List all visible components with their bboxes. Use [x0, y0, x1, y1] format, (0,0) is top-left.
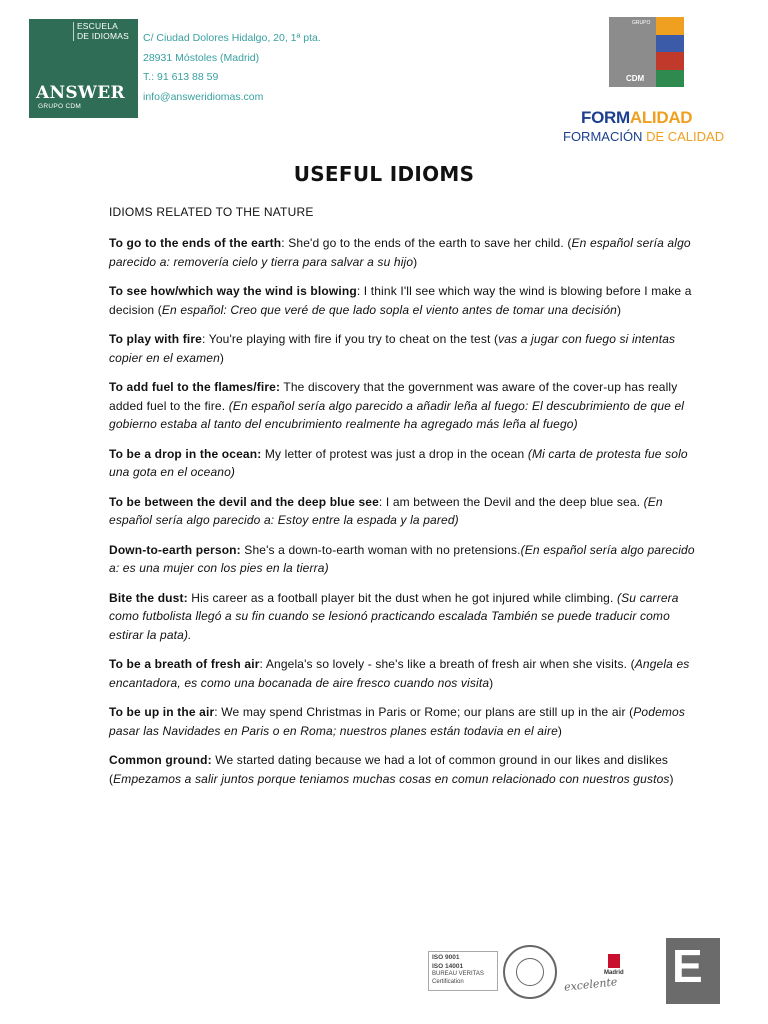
- idiom-close: ): [489, 675, 494, 690]
- idiom-entry: [109, 751, 699, 788]
- idiom-spanish: Angela es encantadora, es como una bocanada de aire fresco cuando nos visita: [109, 657, 690, 690]
- logo-name: ANSWER: [36, 83, 125, 103]
- contact-address: C/ Ciudad Dolores Hidalgo, 20, 1ª pta.: [143, 32, 321, 44]
- cdm-color-bar: [656, 70, 684, 88]
- formacion-tagline: [563, 129, 724, 144]
- idiom-example: His career as a football player bit the dust when he got injured while climbing.: [187, 590, 617, 605]
- idiom-entry: [109, 378, 699, 434]
- efqm-letter: E: [672, 940, 703, 992]
- idiom-term: To go to the ends of the earth: [109, 236, 282, 250]
- idiom-term: Common ground:: [109, 753, 212, 767]
- idiom-term: Bite the dust:: [109, 590, 188, 605]
- idiom-close: ): [413, 254, 418, 269]
- cdm-color-bar: [656, 52, 684, 70]
- iso-line: ISO 9001: [432, 954, 460, 961]
- iso-line: BUREAU VERITAS: [432, 971, 484, 977]
- idiom-term: To be a breath of fresh air: [109, 657, 260, 671]
- formacion-part2: DE CALIDAD: [646, 129, 725, 144]
- document-title: USEFUL IDIOMS: [293, 162, 475, 186]
- efqm-excellence-logo: [666, 938, 720, 1004]
- idiom-example: : You're playing with fire if you try to cheat on the test (: [202, 332, 499, 346]
- contact-info: [143, 29, 321, 107]
- bureau-veritas-inner-ring: [516, 958, 544, 986]
- idiom-term: To see how/which way the wind is blowing: [109, 284, 357, 298]
- iso-line: Certification: [432, 978, 464, 985]
- idiom-close: ): [557, 723, 563, 738]
- idiom-term: To add fuel to the flames/fire:: [109, 380, 281, 394]
- idiom-close: ): [669, 771, 674, 786]
- idiom-spanish: En español: Creo que veré de que lado sopla el viento antes de tomar una decisión: [161, 302, 617, 317]
- logo-school-line: DE IDIOMAS: [76, 30, 129, 41]
- idiom-spanish: (En español sería algo parecido a: es una mujer con los pies en la tierra): [109, 542, 695, 575]
- school-logo: [29, 19, 138, 118]
- madrid-excelente-logo: [560, 950, 660, 1000]
- idiom-entry: [109, 541, 699, 578]
- idiom-spanish: En español sería algo parecido a: removería cielo y tierra para salvar a su hijo: [109, 236, 691, 269]
- formalidad-part2: ALIDAD: [629, 108, 693, 127]
- idiom-spanish: Podemos pasar las Navidades en Paris o en Roma; nuestros planes están todavia en el aire: [109, 705, 686, 738]
- idiom-entry: [109, 655, 699, 692]
- logo-school-label: [73, 22, 129, 41]
- idiom-spanish: (En español sería algo parecido a añadir leña al fuego: El descubrimiento de que el gobierno estaba al tanto del encubrimiento realmente ha agregado más leña al fuego): [109, 398, 685, 431]
- idiom-close: ): [219, 350, 225, 365]
- idiom-entry: [109, 493, 699, 530]
- idiom-term: To be up in the air: [109, 705, 215, 719]
- bureau-veritas-seal: [503, 945, 557, 999]
- idiom-spanish: Empezamos a salir juntos porque teniamos muchas cosas en comun relacionado con nuestros gustos: [113, 771, 670, 786]
- iso-line: ISO 14001: [432, 962, 464, 970]
- idiom-example: : She'd go to the ends of the earth to save her child. (: [281, 236, 572, 250]
- idiom-spanish: (Mi carta de protesta fue solo una gota en el oceano): [109, 446, 688, 479]
- cdm-grupo-label: GRUPO: [632, 20, 651, 26]
- idiom-entry: [109, 445, 699, 482]
- idiom-list: [109, 234, 699, 799]
- idiom-term: Down-to-earth person:: [109, 542, 241, 557]
- logo-subtitle: GRUPO CDM: [38, 103, 82, 110]
- idiom-example: She's a down-to-earth woman with no pretensions.: [240, 542, 521, 557]
- excelente-label: excelente: [563, 975, 618, 994]
- madrid-label: Madrid: [604, 970, 624, 976]
- logo-school-line: ESCUELA: [76, 21, 119, 31]
- idiom-spanish: (Su carrera como futbolista llegó a su fin cuando se lesionó practicando escalada También se puede traducir como estirar la pata).: [109, 590, 679, 642]
- idiom-entry: [109, 330, 699, 367]
- idiom-entry: [109, 234, 699, 271]
- idiom-term: To be a drop in the ocean:: [109, 446, 262, 461]
- idiom-entry: [109, 703, 699, 740]
- idiom-example: We started dating because we had a lot of common ground in our likes and dislikes (: [109, 753, 669, 786]
- idiom-spanish: vas a jugar con fuego si intentas copier en el examen: [109, 332, 676, 365]
- iso-certification-badge: [428, 951, 498, 991]
- formacion-part1: FORMACIÓN: [563, 129, 647, 144]
- madrid-flag-icon: [608, 954, 620, 968]
- contact-email: info@answeridiomas.com: [143, 90, 264, 103]
- idiom-entry: [109, 589, 699, 645]
- cdm-logo: [609, 17, 684, 87]
- idiom-spanish: (En español sería algo parecido a: Estoy entre la espada y la pared): [109, 494, 663, 527]
- cdm-color-bar: [656, 17, 684, 35]
- idiom-close: ): [616, 302, 622, 317]
- idiom-example: : I think I'll see which way the wind is blowing before I make a decision (: [109, 284, 692, 317]
- idiom-example: : I am between the Devil and the deep blue sea.: [378, 494, 644, 509]
- cdm-color-bar: [656, 35, 684, 53]
- idiom-example: : Angela's so lovely - she's like a breath of fresh air when she visits. (: [259, 657, 635, 671]
- cdm-name: CDM: [626, 74, 645, 83]
- document-subtitle: IDIOMS RELATED TO THE NATURE: [109, 205, 314, 219]
- idiom-example: The discovery that the government was aware of the cover-up has really added fuel to the fire.: [109, 380, 678, 413]
- contact-city: 28931 Móstoles (Madrid): [143, 51, 260, 64]
- formalidad-part1: FORM: [581, 108, 630, 127]
- idiom-example: My letter of protest was just a drop in the ocean: [261, 446, 528, 461]
- idiom-example: : We may spend Christmas in Paris or Rome; our plans are still up in the air (: [214, 705, 634, 719]
- idiom-entry: [109, 282, 699, 319]
- idiom-term: To play with fire: [109, 332, 203, 346]
- formalidad-logo: [581, 108, 692, 128]
- idiom-term: To be between the devil and the deep blue see: [109, 494, 379, 509]
- contact-phone: T.: 91 613 88 59: [143, 71, 219, 83]
